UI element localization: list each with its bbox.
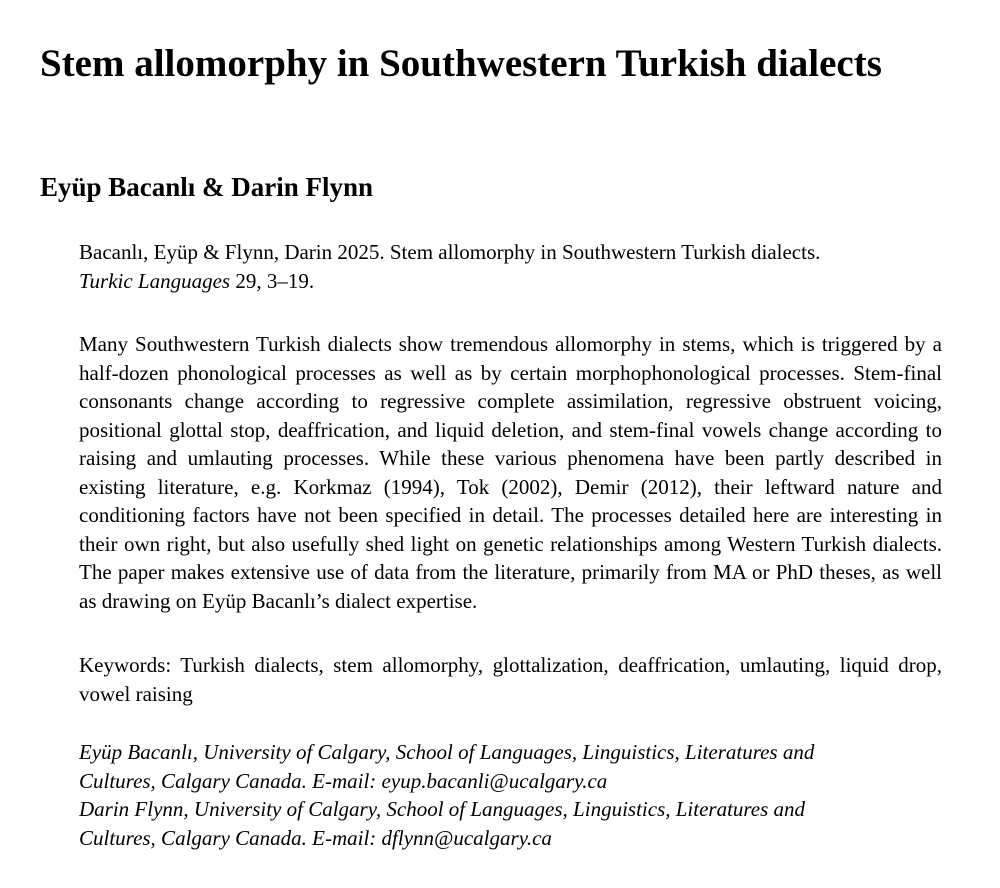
abstract: Many Southwestern Turkish dialects show tremendous allomorphy in stems, which is triggered by a half-dozen phonological processes as well as by certain morphophonological processes. Stem-final consonants change according to regressive complete assimilation, regressive obstruent voicing, positional glottal stop, deaffrication, and liquid deletion, and stem-final vowels change according to raising and umlauting processes. While these various phenomena have been partly described in existing literature, e.g. Korkmaz (1994), Tok (2002), Demir (2012), their leftward nature and conditioning factors have not been specified in detail. The processes detailed here are interesting in their own right, but also usefully shed light on genetic relationships among Western Turkish dialects. The paper makes extensive use of data from the literature, primarily from MA or PhD theses, as well as drawing on Eyüp Bacanlı’s dialect expertise.	[79, 332, 942, 613]
author-names: Eyüp Bacanlı & Darin Flynn	[40, 172, 374, 202]
affiliation-line: Cultures, Calgary Canada. E-mail: dflynn@ucalgary.ca	[79, 825, 552, 850]
citation	[79, 238, 942, 295]
citation-source	[79, 267, 942, 296]
citation-line: Bacanlı, Eyüp & Flynn, Darin 2025. Stem allomorphy in Southwestern Turkish dialects.	[79, 240, 821, 264]
citation-details: 29, 3–19.	[230, 268, 315, 293]
journal-name: Turkic Languages	[79, 268, 231, 293]
keywords: Keywords: Turkish dialects, stem allomorphy, glottalization, deaffrication, umlauting, liquid drop, vowel raising	[79, 653, 942, 706]
paper-title: Stem allomorphy in Southwestern Turkish dialects	[40, 42, 882, 85]
affiliation-line: Darin Flynn, University of Calgary, School of Languages, Linguistics, Literatures and	[79, 797, 806, 821]
affiliation-line: Eyüp Bacanlı, University of Calgary, School of Languages, Linguistics, Literatures and	[79, 740, 815, 764]
affiliations	[79, 738, 942, 852]
affiliation-line: Cultures, Calgary Canada. E-mail: eyup.bacanli@ucalgary.ca	[79, 768, 608, 793]
